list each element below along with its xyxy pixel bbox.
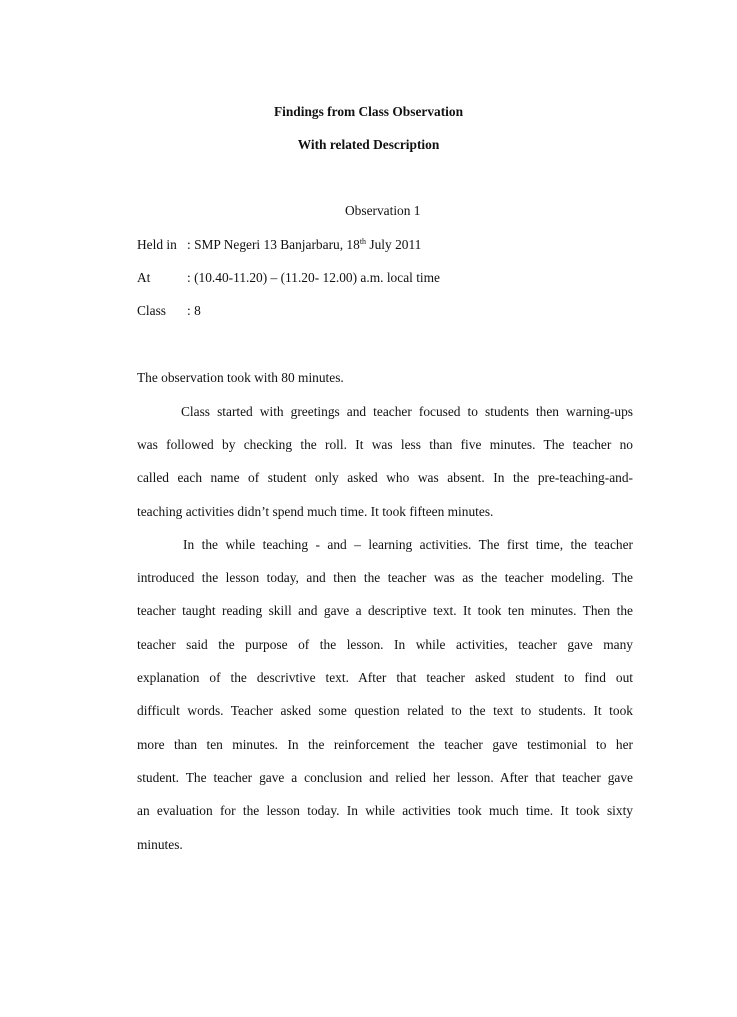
paragraph-2-line: difficult words. Teacher asked some question related to the text to students. It took: [137, 703, 633, 718]
paragraph-2-line: more than ten minutes. In the reinforcement the teacher gave testimonial to her: [137, 737, 633, 752]
class-value: : 8: [187, 303, 201, 318]
held-in-value-main: : SMP Negeri 13 Banjarbaru, 18: [187, 237, 360, 252]
paragraph-2-line: explanation of the descrivtive text. After that teacher asked student to find out: [137, 670, 633, 685]
paragraph-2-line: an evaluation for the lesson today. In while activities took much time. It took sixty: [137, 803, 633, 818]
observation-heading: Observation 1: [345, 203, 421, 218]
paragraph-1-line: teaching activities didn’t spend much time. It took fifteen minutes.: [137, 504, 494, 519]
document-subtitle: With related Description: [297, 137, 440, 152]
held-in-value-sup: th: [359, 237, 367, 246]
held-in-label: Held in: [137, 237, 177, 252]
class-label: Class: [137, 303, 167, 318]
paragraph-2-line: teacher taught reading skill and gave a descriptive text. It took ten minutes. Then the: [137, 603, 633, 618]
paragraph-1-line: Class started with greetings and teacher focused to students then warning-ups: [181, 404, 633, 419]
paragraph-2-line: teacher said the purpose of the lesson. In while activities, teacher gave many: [137, 637, 633, 652]
paragraph-2-line: introduced the lesson today, and then the teacher was as the teacher modeling. The: [137, 570, 633, 585]
paragraph-1-line: was followed by checking the roll. It was less than five minutes. The teacher no: [137, 437, 633, 452]
document-title: Findings from Class Observation: [273, 104, 464, 119]
held-in-value-end: July 2011: [366, 237, 422, 252]
at-value: : (10.40-11.20) – (11.20- 12.00) a.m. local time: [187, 270, 441, 285]
at-label: At: [137, 270, 151, 285]
held-in-value: [187, 237, 421, 253]
paragraph-2-line: minutes.: [137, 837, 183, 852]
paragraph-2-line: student. The teacher gave a conclusion and relied her lesson. After that teacher gave: [137, 770, 633, 785]
paragraph-2-line: In the while teaching - and – learning activities. The first time, the teacher: [183, 537, 633, 552]
paragraph-1-line: called each name of student only asked who was absent. In the pre-teaching-and-: [137, 470, 633, 485]
intro-text: The observation took with 80 minutes.: [137, 370, 344, 385]
